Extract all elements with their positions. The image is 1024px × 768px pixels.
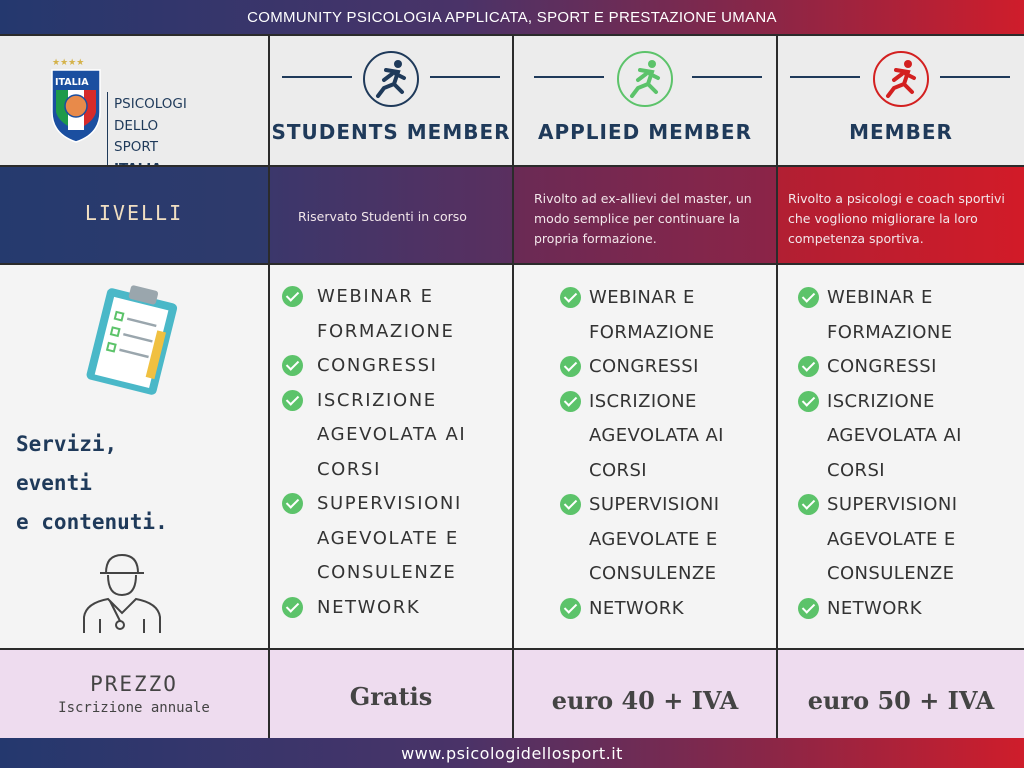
check-icon: [560, 287, 581, 308]
top-banner-text: COMMUNITY PSICOLOGIA APPLICATA, SPORT E PRESTAZIONE UMANA: [247, 8, 777, 26]
list-item: WEBINAR E FORMAZIONE: [282, 280, 466, 349]
column-header-applied: [514, 36, 776, 166]
check-icon: [798, 598, 819, 619]
check-icon: [282, 493, 303, 514]
check-icon: [560, 391, 581, 412]
check-icon: [798, 356, 819, 377]
check-icon: [560, 598, 581, 619]
italy-shield-icon: [50, 56, 102, 144]
levels-applied: [514, 167, 776, 264]
runner-icon: [362, 50, 420, 108]
check-icon: [798, 287, 819, 308]
price-label-cell: [0, 650, 268, 738]
runner-icon: [872, 50, 930, 108]
grid-line: [512, 34, 514, 738]
list-item: NETWORK: [560, 592, 724, 627]
services-label: Servizi, eventi e contenuti.: [16, 432, 168, 534]
check-icon: [282, 597, 303, 618]
price-sublabel: Iscrizione annuale: [58, 700, 210, 716]
list-item: ISCRIZIONE AGEVOLATA AI CORSI: [282, 384, 466, 488]
grid-line: [776, 34, 778, 738]
price-label: PREZZO: [90, 672, 178, 696]
price-value: euro 50 + IVA: [807, 686, 995, 715]
price-value: Gratis: [349, 682, 433, 711]
column-title: MEMBER: [849, 120, 953, 144]
svg-text:★★★★: ★★★★: [52, 58, 85, 68]
list-item: WEBINAR E FORMAZIONE: [798, 281, 962, 350]
grid-line: [268, 34, 270, 738]
list-item: SUPERVISIONI AGEVOLATE E CONSULENZE: [798, 488, 962, 592]
logo-badge-text: ITALIA: [55, 77, 89, 88]
bottom-banner: [0, 738, 1024, 768]
check-icon: [560, 494, 581, 515]
price-value: euro 40 + IVA: [551, 686, 739, 715]
level-description: Rivolto a psicologi e coach sportivi che vogliono migliorare la loro competenza sportiva.: [788, 191, 1005, 246]
levels-label: LIVELLI: [84, 201, 184, 225]
list-item: SUPERVISIONI AGEVOLATE E CONSULENZE: [560, 488, 724, 592]
levels-member: [778, 167, 1024, 264]
list-item: ISCRIZIONE AGEVOLATA AI CORSI: [560, 385, 724, 489]
check-icon: [798, 494, 819, 515]
coach-whistle-icon: [80, 549, 164, 635]
top-banner: [0, 0, 1024, 34]
service-list: [798, 281, 962, 626]
level-description: Rivolto ad ex-allievi del master, un modo semplice per continuare la propria formazione.: [534, 191, 752, 246]
services-label-cell: [0, 265, 268, 649]
service-list: [282, 280, 466, 625]
services-applied: [514, 265, 776, 649]
list-item: CONGRESSI: [798, 350, 962, 385]
levels-students: [270, 167, 512, 264]
levels-label-cell: [0, 167, 268, 264]
website-link[interactable]: www.psicologidellosport.it: [401, 743, 623, 763]
clipboard-checklist-icon: [74, 281, 194, 401]
runner-icon: [616, 50, 674, 108]
list-item: SUPERVISIONI AGEVOLATE E CONSULENZE: [282, 487, 466, 591]
list-item: WEBINAR E FORMAZIONE: [560, 281, 724, 350]
list-item: NETWORK: [282, 591, 466, 626]
service-list: [560, 281, 724, 626]
check-icon: [282, 390, 303, 411]
column-header-member: [778, 36, 1024, 166]
list-item: CONGRESSI: [282, 349, 466, 384]
logo-text: PSICOLOGI DELLO SPORT: [114, 96, 187, 155]
list-item: CONGRESSI: [560, 350, 724, 385]
check-icon: [798, 391, 819, 412]
column-title: STUDENTS MEMBER: [271, 120, 511, 144]
list-item: ISCRIZIONE AGEVOLATA AI CORSI: [798, 385, 962, 489]
check-icon: [282, 286, 303, 307]
level-description: Riservato Studenti in corso: [298, 209, 467, 224]
check-icon: [282, 355, 303, 376]
price-students: [270, 650, 512, 738]
list-item: NETWORK: [798, 592, 962, 627]
column-header-students: [270, 36, 512, 166]
column-title: APPLIED MEMBER: [538, 120, 752, 144]
price-applied: [514, 650, 776, 738]
check-icon: [560, 356, 581, 377]
price-member: [778, 650, 1024, 738]
logo-cell: [0, 36, 268, 166]
services-member: [778, 265, 1024, 649]
services-students: [270, 265, 512, 649]
